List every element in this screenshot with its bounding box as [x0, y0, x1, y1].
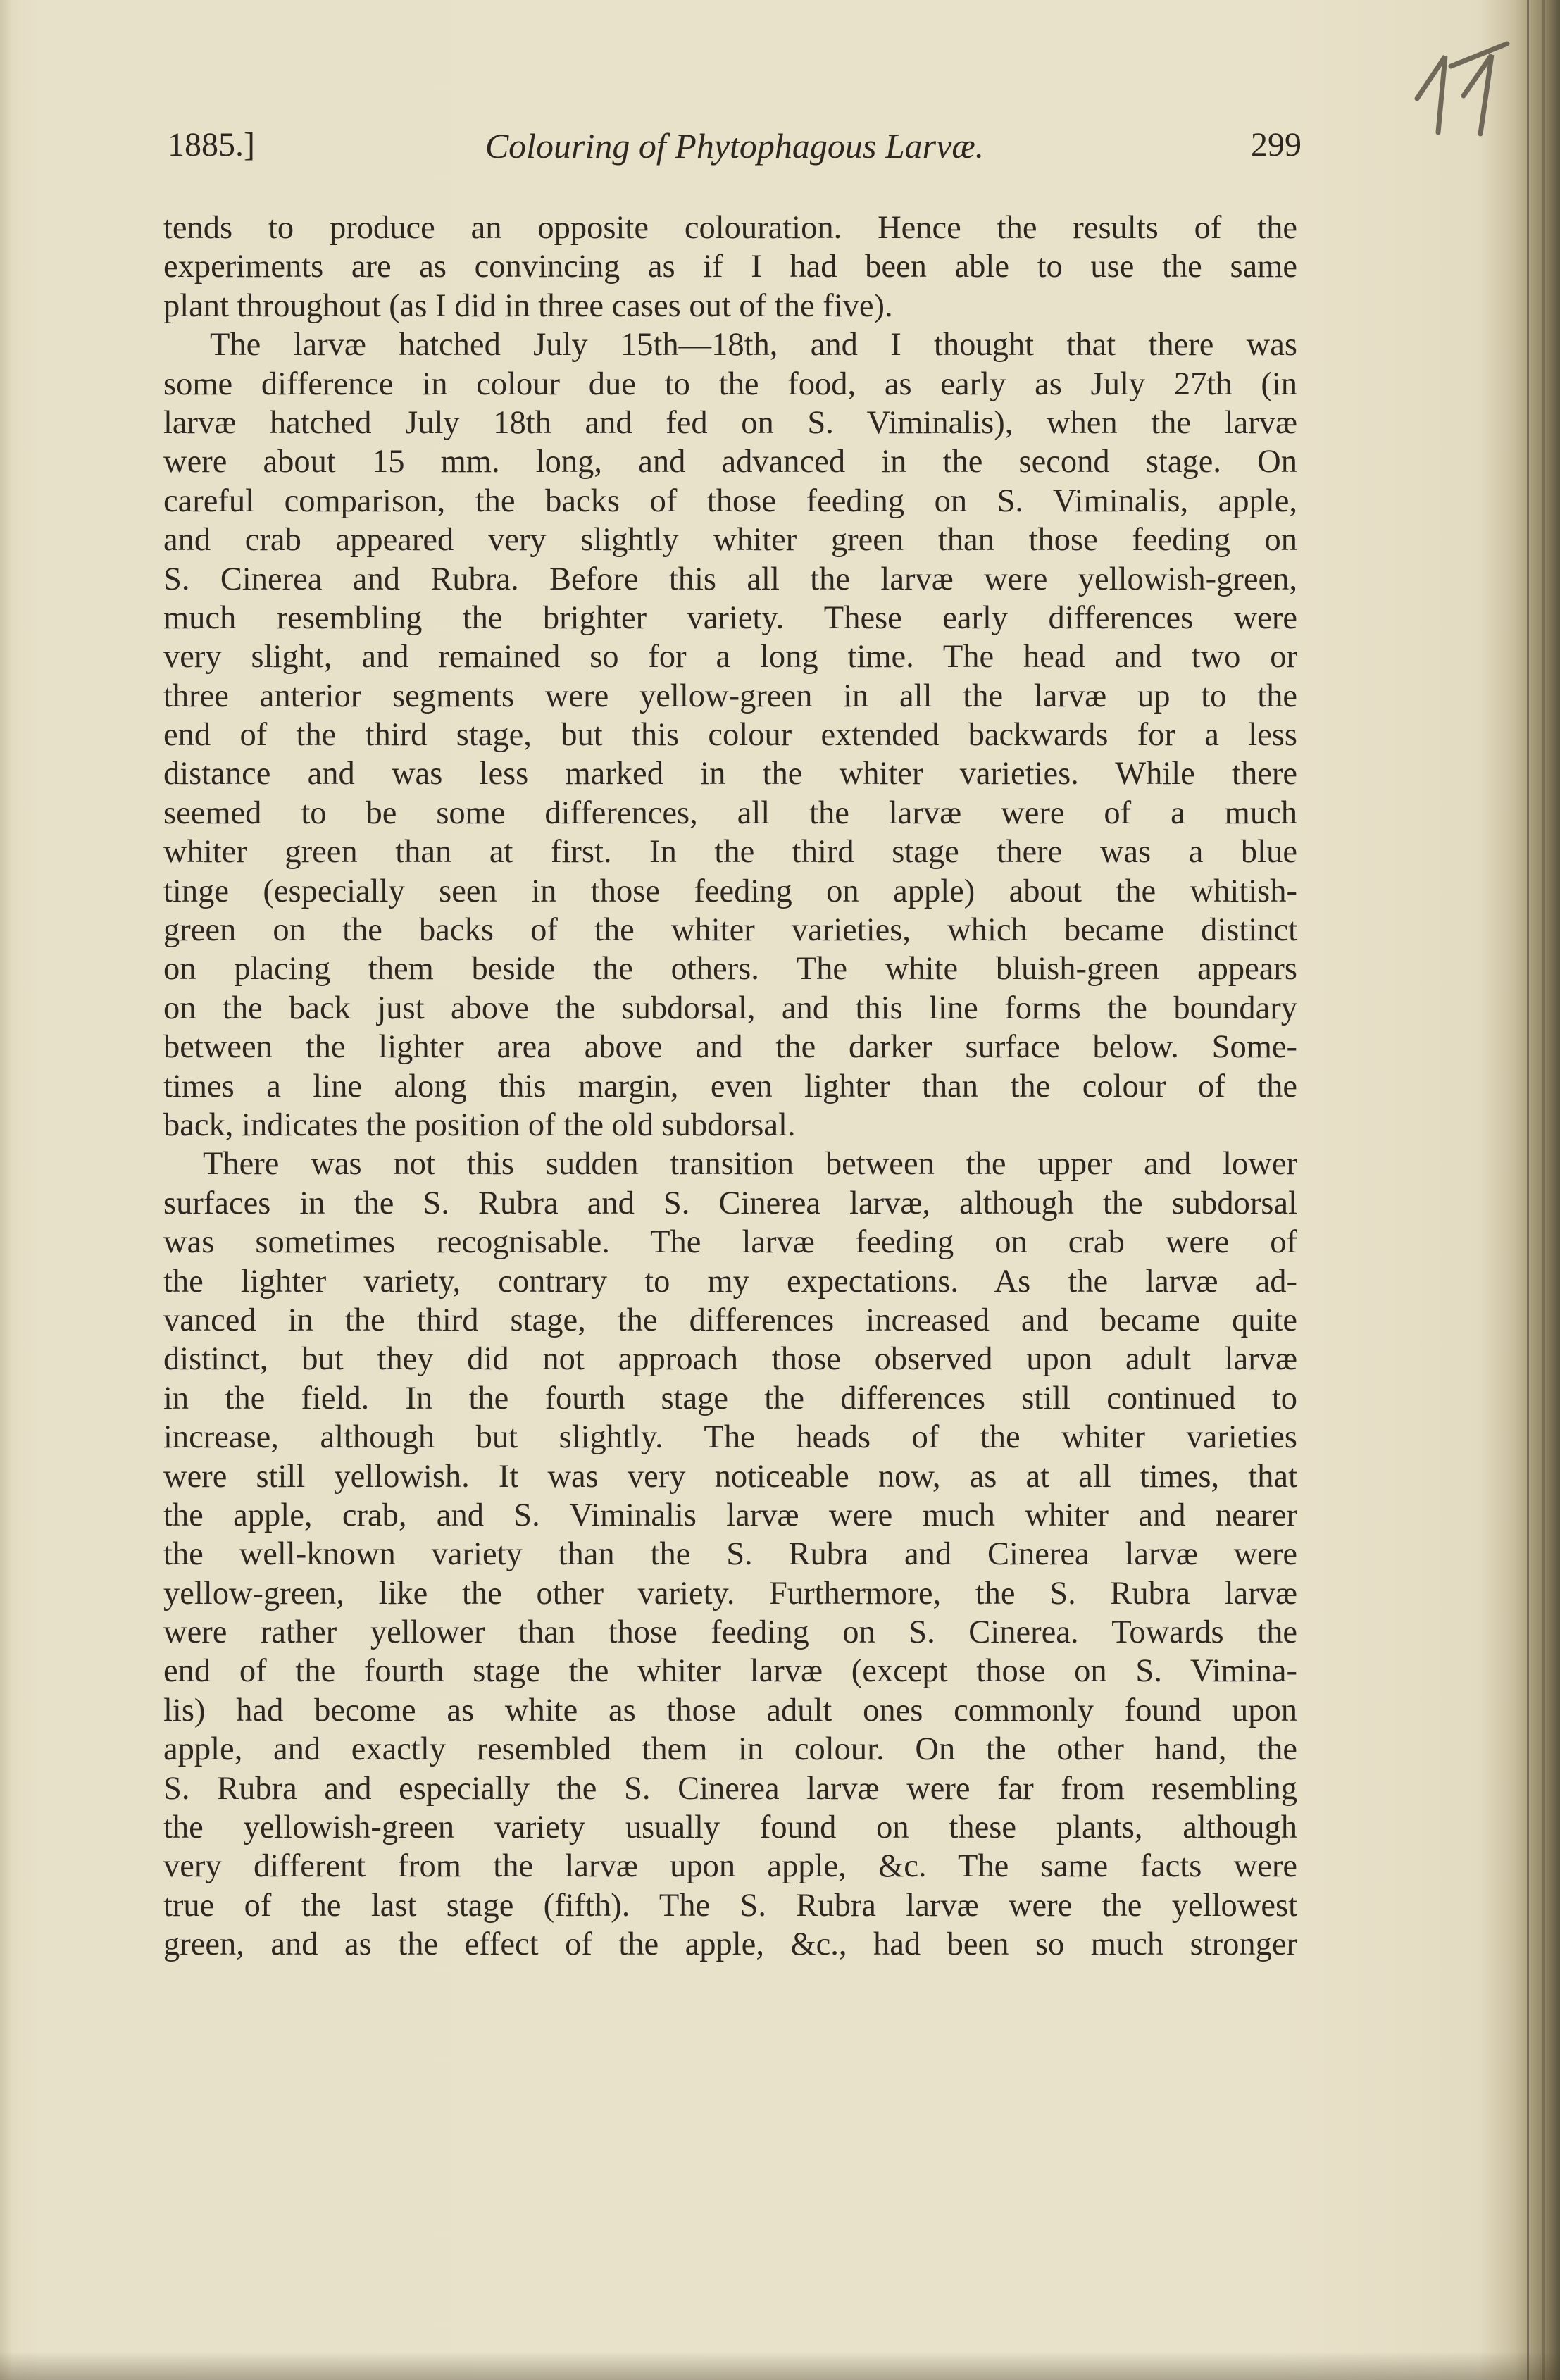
text-line: the apple, crab, and S. Viminalis larvæ were much whiter and nearer [163, 1497, 1297, 1533]
text-line: tends to produce an opposite colouration. Hence the results of the [163, 210, 1297, 246]
text-line: S. Rubra and especially the S. Cinerea larvæ were far from resembling [163, 1770, 1297, 1807]
text-line: yellow-green, like the other variety. Furthermore, the S. Rubra larvæ [163, 1575, 1297, 1612]
text-line: vanced in the third stage, the differences increased and became quite [163, 1302, 1297, 1338]
text-line: experiments are as convincing as if I had been able to use the same [163, 249, 1297, 285]
page-edge-line [1527, 0, 1529, 2380]
page-bottom-shadow [0, 2352, 1560, 2380]
text-line: were about 15 mm. long, and advanced in the second stage. On [163, 444, 1297, 480]
text-line: The larvæ hatched July 15th—18th, and I thought that there was [210, 327, 1297, 363]
text-line: were rather yellower than those feeding on S. Cinerea. Towards the [163, 1614, 1297, 1651]
text-line: were still yellowish. It was very noticeable now, as at all times, that [163, 1458, 1297, 1495]
text-line: green, and as the effect of the apple, &c., had been so much stronger [163, 1926, 1297, 1963]
text-line: larvæ hatched July 18th and fed on S. Viminalis), when the larvæ [163, 404, 1297, 441]
text-line: on placing them beside the others. The white bluish-green appears [163, 951, 1297, 987]
text-line: green on the backs of the whiter varieties, which became distinct [163, 912, 1297, 949]
pencil-folio-note [1402, 28, 1521, 148]
text-line: the lighter variety, contrary to my expectations. As the larvæ ad- [163, 1263, 1297, 1300]
text-line: increase, although but slightly. The heads of the whiter varieties [163, 1419, 1297, 1456]
text-line: much resembling the brighter variety. These early differences were [163, 599, 1297, 636]
header-year: 1885.] [168, 126, 255, 163]
text-line: in the field. In the fourth stage the differences still continued to [163, 1380, 1297, 1416]
text-line: and crab appeared very slightly whiter green than those feeding on [163, 522, 1297, 559]
text-line: careful comparison, the backs of those feeding on S. Viminalis, apple, [163, 482, 1297, 519]
text-line: back, indicates the position of the old subdorsal. [163, 1107, 796, 1143]
text-line: times a line along this margin, even lighter than the colour of the [163, 1068, 1297, 1104]
header-title: Colouring of Phytophagous Larvæ. [485, 126, 985, 166]
text-line: the yellowish-green variety usually found on these plants, although [163, 1809, 1297, 1846]
text-line: distance and was less marked in the whiter varieties. While there [163, 756, 1297, 792]
text-line: S. Cinerea and Rubra. Before this all the larvæ were yellowish-green, [163, 561, 1297, 597]
text-line: seemed to be some differences, all the larvæ were of a much [163, 795, 1297, 831]
text-line: surfaces in the S. Rubra and S. Cinerea larvæ, although the subdorsal [163, 1185, 1297, 1221]
text-line: end of the fourth stage the whiter larvæ (except those on S. Vimina- [163, 1653, 1297, 1690]
text-line: true of the last stage (fifth). The S. Rubra larvæ were the yellowest [163, 1887, 1297, 1924]
page-number: 299 [1251, 126, 1302, 163]
text-line: plant throughout (as I did in three cases out of the five). [163, 287, 893, 324]
text-line: lis) had become as white as those adult ones commonly found upon [163, 1692, 1297, 1728]
text-line: very slight, and remained so for a long time. The head and two or [163, 639, 1297, 675]
text-line: between the lighter area above and the darker surface below. Some- [163, 1029, 1297, 1066]
text-line: tinge (especially seen in those feeding on apple) about the whitish- [163, 873, 1297, 909]
text-line: distinct, but they did not approach those observed upon adult larvæ [163, 1341, 1297, 1378]
page-edge-line [1542, 0, 1545, 2380]
text-line: end of the third stage, but this colour extended backwards for a less [163, 717, 1297, 754]
text-line: on the back just above the subdorsal, and this line forms the boundary [163, 990, 1297, 1026]
text-line: There was not this sudden transition between the upper and lower [203, 1146, 1297, 1183]
text-line: three anterior segments were yellow-green in all the larvæ up to the [163, 678, 1297, 714]
text-line: was sometimes recognisable. The larvæ feeding on crab were of [163, 1224, 1297, 1261]
running-header [168, 125, 1302, 182]
text-line: the well-known variety than the S. Rubra and Cinerea larvæ were [163, 1536, 1297, 1573]
text-line: some difference in colour due to the food, as early as July 27th (in [163, 366, 1297, 402]
text-line: very different from the larvæ upon apple, &c. The same facts were [163, 1848, 1297, 1885]
text-line: apple, and exactly resembled them in colour. On the other hand, the [163, 1731, 1297, 1768]
body-text [163, 208, 1297, 1964]
text-line: whiter green than at first. In the third stage there was a blue [163, 834, 1297, 871]
